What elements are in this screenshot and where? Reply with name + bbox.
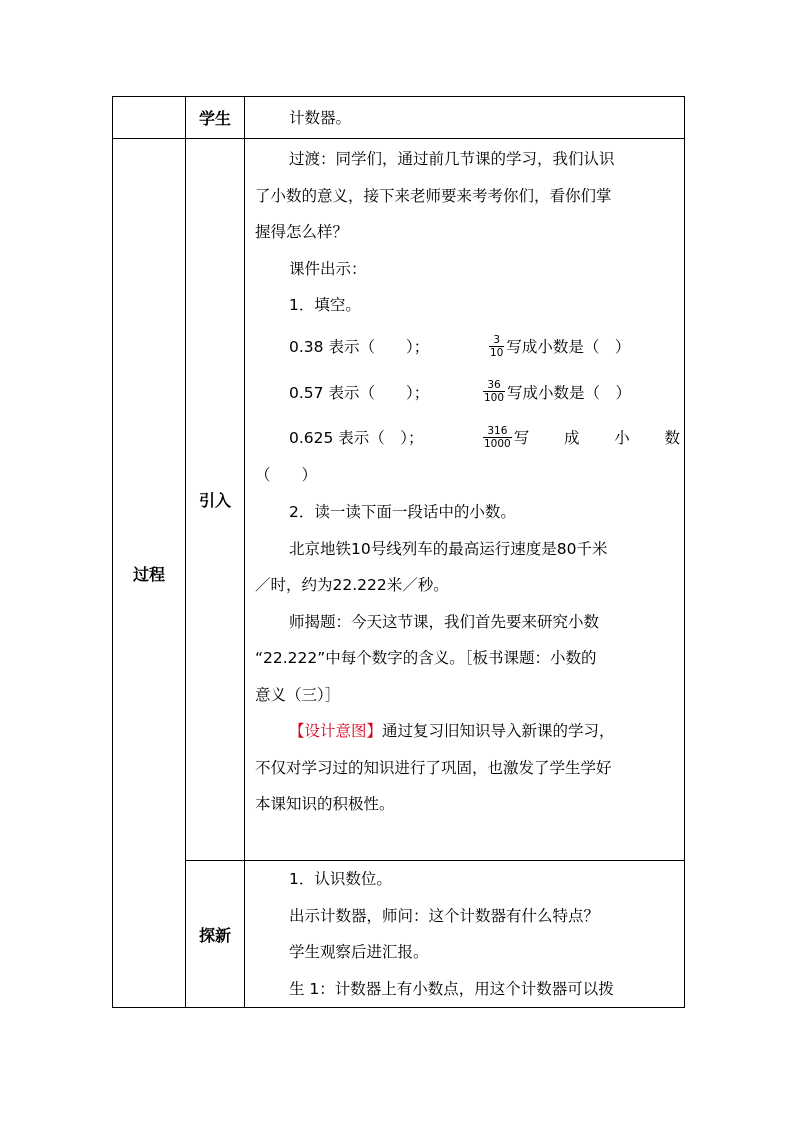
- intro-p1-line2: 了小数的意义，接下来老师要来考考你们，看你们掌: [255, 186, 612, 205]
- explore-line-1: 1．认识数位。: [289, 870, 392, 888]
- intro-p1-line3: 握得怎么样？: [255, 223, 349, 241]
- fill-row-1: [255, 324, 680, 370]
- design-intent-label: 【设计意图】: [289, 722, 383, 740]
- intro-p6-line3: 意义（三）］: [255, 685, 341, 704]
- intro-p4: 2．读一读下面一段话中的小数。: [289, 503, 516, 521]
- explore-line-3: 学生观察后进汇报。: [289, 943, 429, 961]
- fill-left-1: 0.38 表示（ ）；: [289, 338, 430, 357]
- fill-continuation: （ ）: [255, 466, 318, 484]
- fill-row-3: [255, 415, 680, 461]
- intro-p5-line1: 北京地铁10号线列车的最高运行速度是80千米: [289, 539, 608, 558]
- intro-p5-line2: ／时，约为22.222米／秒。: [255, 576, 449, 594]
- fill-right-2: $\frac{36}{100}$ 写成小数是（ ）: [484, 379, 632, 405]
- header-text: 计数器。: [289, 108, 352, 127]
- header-content: [245, 97, 685, 139]
- fill-left-3: 0.625 表示（ ）；: [289, 429, 424, 448]
- fill-right-1: $\frac{3}{10}$ 写成小数是（ ）: [490, 333, 631, 359]
- intro-content: [245, 139, 685, 861]
- intro-label: 引入: [186, 139, 245, 861]
- fraction-1: $\frac{3}{10}$: [490, 333, 504, 359]
- fraction-2: $\frac{36}{100}$: [484, 379, 505, 405]
- lesson-plan-table: [112, 96, 685, 1008]
- intro-p1-line1: 过渡：同学们，通过前几节课的学习，我们认识: [289, 150, 615, 168]
- explore-label: 探新: [186, 861, 245, 1008]
- empty-cell: [113, 97, 186, 139]
- intro-p3: 1．填空。: [289, 296, 361, 314]
- intro-p7-line1: 【设计意图】通过复习旧知识导入新课的学习，: [289, 722, 615, 740]
- explore-line-2: 出示计数器，师问：这个计数器有什么特点？: [289, 906, 600, 925]
- header-row: [113, 97, 685, 139]
- fill-right-3: $\frac{316}{1000}$ 写 成 小 数: [484, 424, 680, 450]
- fraction-3: $\frac{316}{1000}$: [484, 424, 511, 450]
- student-label: 学生: [186, 97, 245, 139]
- fill-row-2: [255, 369, 680, 415]
- explore-line-4: 生 1：计数器上有小数点，用这个计数器可以拨: [289, 979, 614, 998]
- intro-p6-line1: 师揭题：今天这节课，我们首先要来研究小数: [289, 612, 600, 631]
- explore-content: [245, 861, 685, 1008]
- explore-row: [113, 861, 685, 1008]
- intro-p7-line2: 不仅对学习过的知识进行了巩固，也激发了学生学好: [255, 758, 612, 777]
- process-label: 过程: [113, 139, 186, 1008]
- intro-row: [113, 139, 685, 861]
- intro-p2: 课件出示：: [289, 259, 367, 278]
- intro-p6-line2: “22.222”中每个数字的含义。［板书课题：小数的: [255, 649, 597, 667]
- fill-left-2: 0.57 表示（ ）；: [289, 383, 430, 402]
- intro-p7-line3: 本课知识的积极性。: [255, 795, 395, 813]
